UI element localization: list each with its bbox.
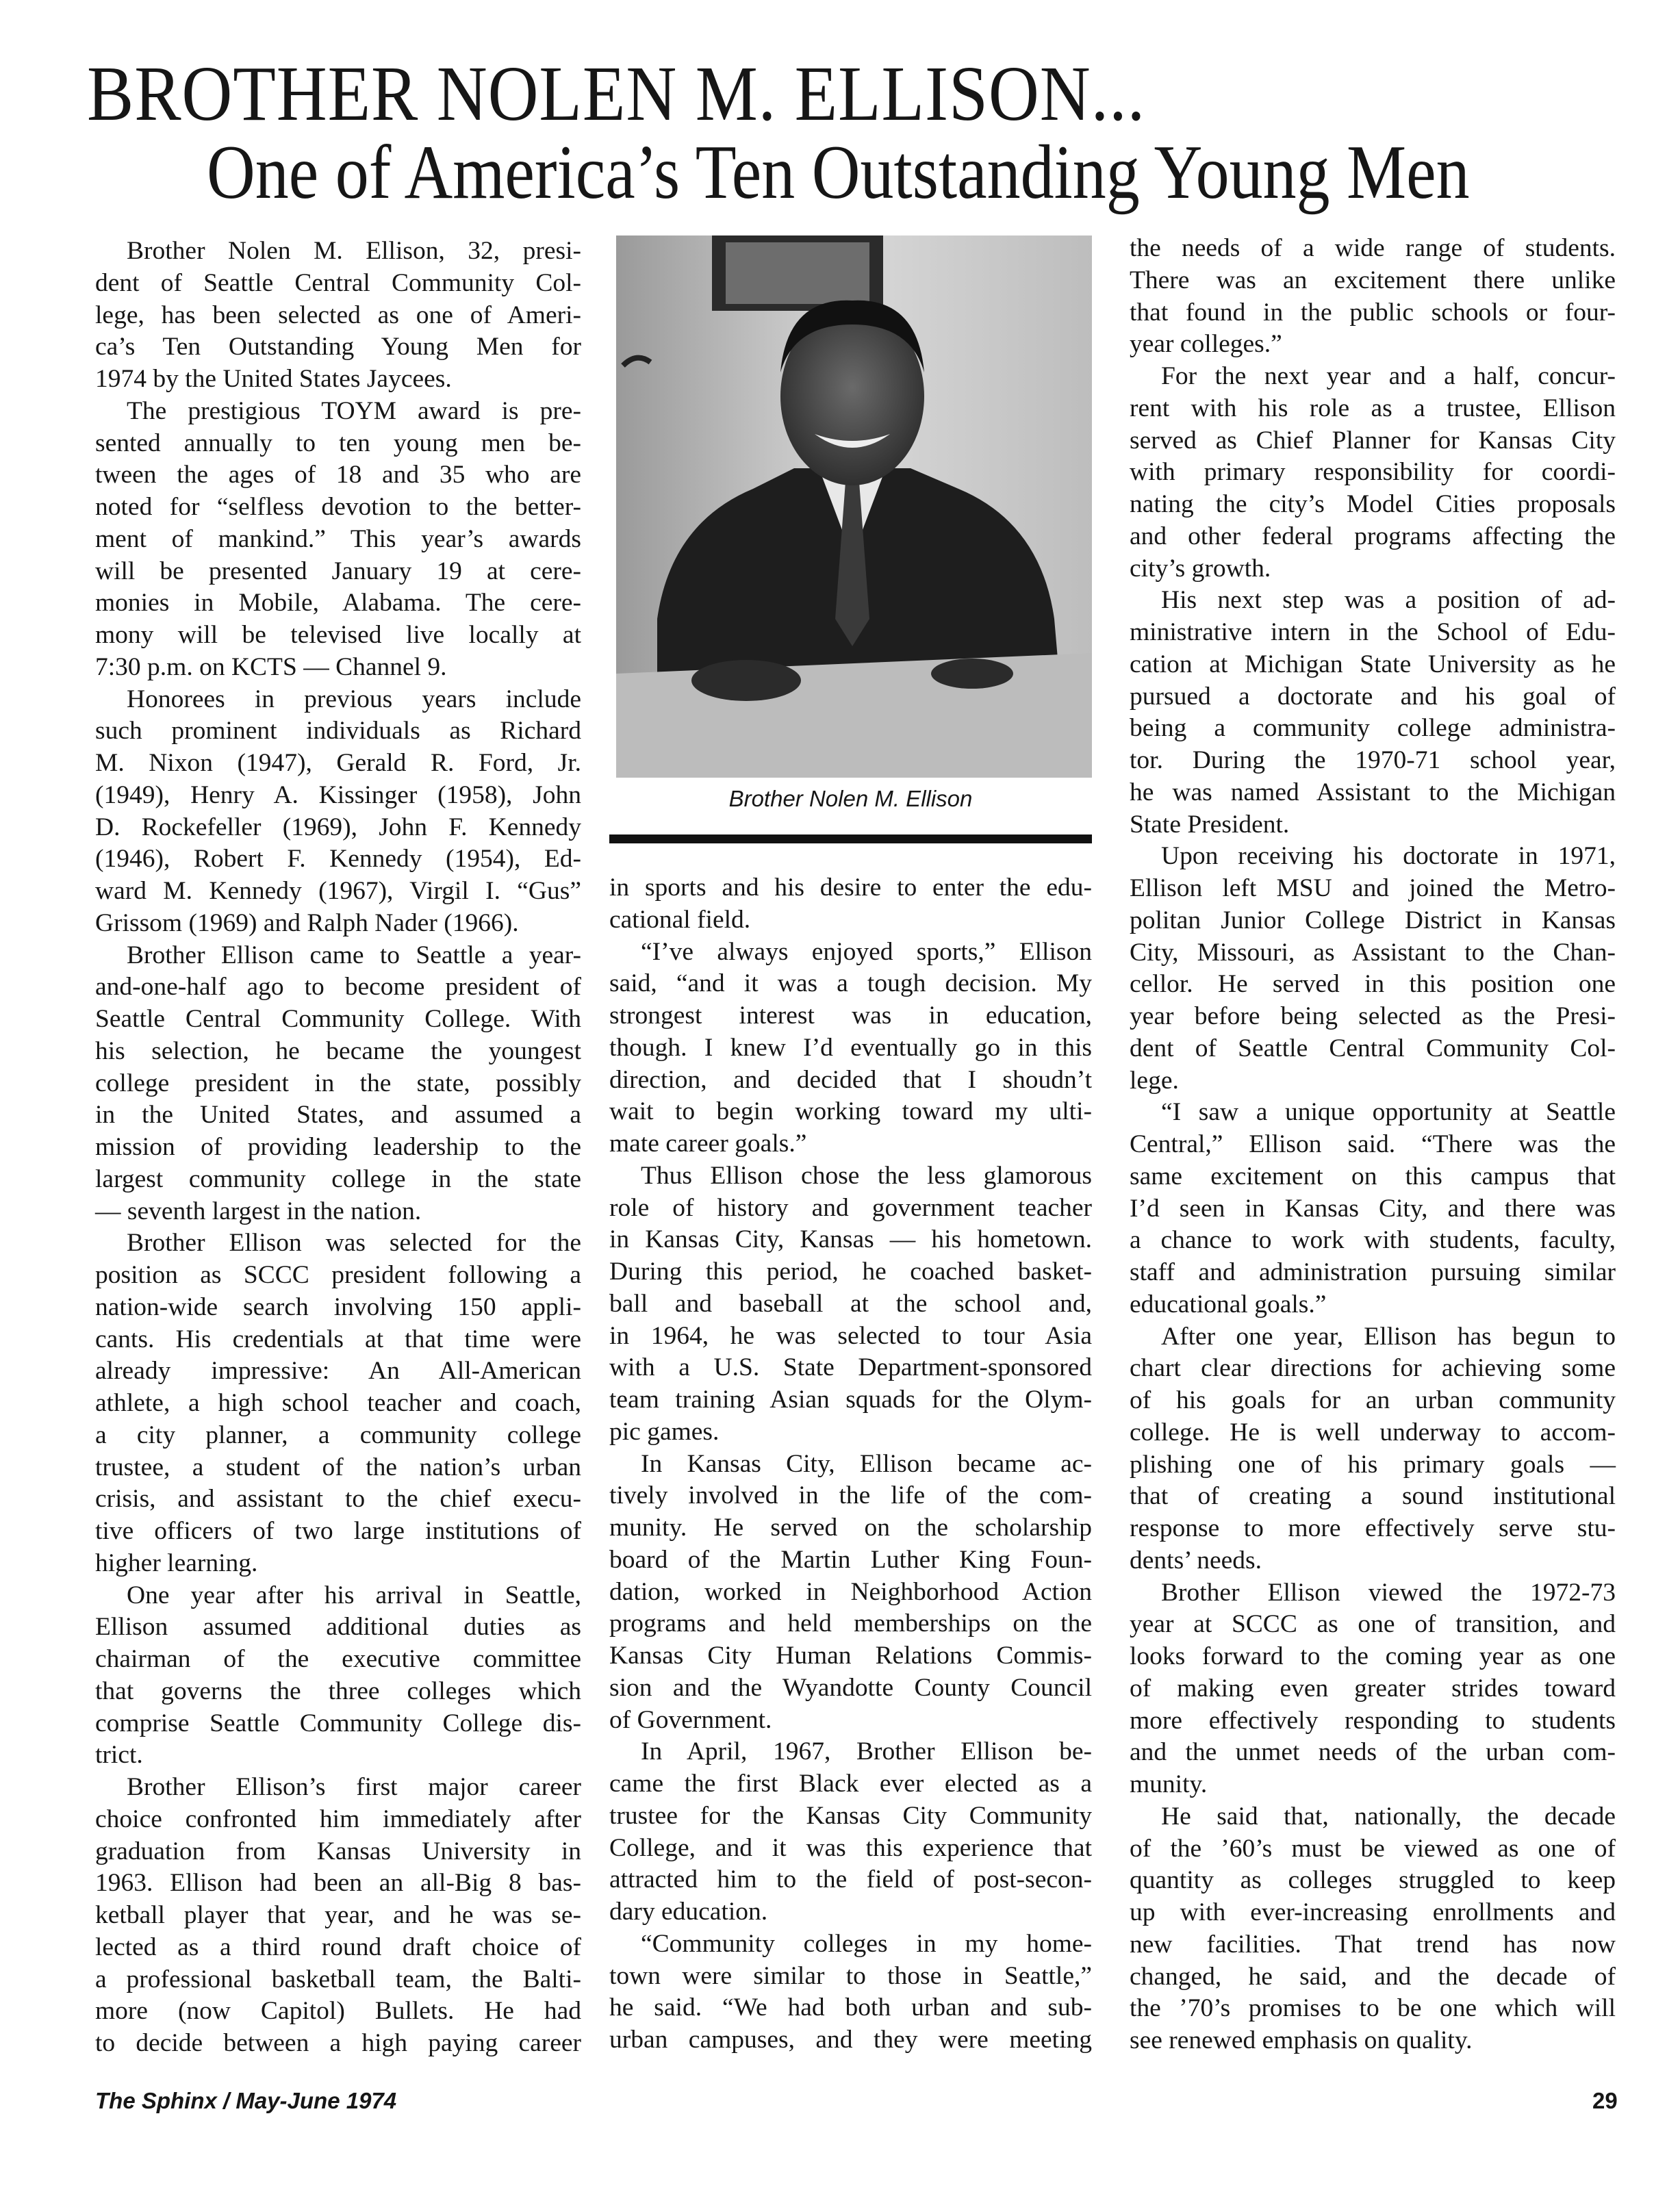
text-line: ment of mankind.” This year’s awards [95, 524, 581, 553]
text-line: graduation from Kansas University in [95, 1837, 581, 1865]
text-line: direction, and decided that I shoudn’t [609, 1065, 1092, 1094]
text-line: of his goals for an urban community [1130, 1386, 1616, 1414]
paragraph [95, 396, 581, 684]
text-line: monies in Mobile, Alabama. The cere- [95, 589, 581, 617]
text-line: trustee, a student of the nation’s urban [95, 1453, 581, 1481]
text-line: “Community colleges in my home- [641, 1929, 1092, 1958]
text-line: mission of providing leadership to the [95, 1133, 581, 1161]
article-column-2 [609, 872, 1092, 2056]
text-line: more (now Capitol) Bullets. He had [95, 1997, 581, 2026]
text-line: position as SCCC president following a [95, 1261, 581, 1289]
text-line: dation, worked in Neighborhood Action [609, 1577, 1092, 1606]
text-line: a city planner, a community college [95, 1420, 581, 1449]
text-line: Upon receiving his doctorate in 1971, [1161, 842, 1616, 871]
hand [691, 660, 801, 701]
text-line: nation-wide search involving 150 appli- [95, 1292, 581, 1321]
text-line: that found in the public schools or four- [1130, 298, 1616, 327]
text-line: I’d seen in Kansas City, and there was [1130, 1194, 1616, 1223]
article-column-3 [1130, 233, 1616, 2057]
paragraph [1130, 1097, 1616, 1321]
text-line: year before being selected as the Presi- [1130, 1002, 1616, 1030]
text-line: team training Asian squads for the Olym- [609, 1386, 1092, 1414]
text-line: dary education. [609, 1898, 768, 1926]
text-line: already impressive: An All-American [95, 1357, 581, 1386]
paragraph [609, 1449, 1092, 1737]
text-line: chart clear directions for achieving some [1130, 1354, 1616, 1383]
text-line: a chance to work with students, faculty, [1130, 1226, 1616, 1255]
text-line: For the next year and a half, concur- [1161, 362, 1616, 390]
text-line: nating the city’s Model Cities proposals [1130, 490, 1616, 518]
text-line: and other federal programs affecting the [1130, 522, 1616, 550]
text-line: pic games. [609, 1417, 720, 1446]
text-line: D. Rockefeller (1969), John F. Kennedy [95, 813, 581, 841]
text-line: Kansas City Human Relations Commis- [609, 1642, 1092, 1670]
text-line: the needs of a wide range of students. [1130, 234, 1616, 262]
text-line: One year after his arrival in Seattle, [127, 1581, 581, 1609]
text-line: higher learning. [95, 1549, 258, 1577]
text-line: that of creating a sound institutional [1130, 1482, 1616, 1511]
text-line: town were similar to those in Seattle,” [609, 1961, 1092, 1990]
text-line: (1946), Robert F. Kennedy (1954), Ed- [95, 845, 581, 874]
text-line: The prestigious TOYM award is pre- [127, 396, 581, 425]
text-line: ward M. Kennedy (1967), Virgil I. “Gus” [95, 877, 581, 905]
text-line: In April, 1967, Brother Ellison be- [641, 1737, 1092, 1766]
text-line: largest community college in the state [95, 1164, 581, 1193]
text-line: changed, he said, and the decade of [1130, 1962, 1616, 1991]
text-line: see renewed emphasis on quality. [1130, 2026, 1473, 2054]
text-line: State President. [1130, 810, 1290, 839]
text-line: in sports and his desire to enter the edu- [609, 874, 1092, 902]
text-line: athlete, a high school teacher and coach, [95, 1389, 581, 1417]
text-line: wait to begin working toward my ulti- [609, 1097, 1092, 1126]
paragraph [1130, 585, 1616, 841]
paragraph [95, 1580, 581, 1772]
text-line: There was an excitement there unlike [1130, 266, 1616, 294]
text-line: After one year, Ellison has begun to [1161, 1322, 1616, 1351]
paragraph [95, 940, 581, 1228]
text-line: His next step was a position of ad- [1161, 586, 1616, 615]
text-line: tive officers of two large institutions of [95, 1517, 581, 1545]
text-line: strongest interest was in education, [609, 1002, 1092, 1030]
text-line: up with ever-increasing enrollments and [1130, 1898, 1616, 1926]
text-line: lected as a third round draft choice of [95, 1933, 581, 1961]
text-line: programs and held memberships on the [609, 1609, 1092, 1638]
paragraph [1130, 841, 1616, 1097]
paragraph [609, 1928, 1092, 2056]
text-line: that governs the three colleges which [95, 1677, 581, 1705]
text-line: cation at Michigan State University as he [1130, 650, 1616, 678]
text-line: mate career goals.” [609, 1130, 807, 1158]
footer-publication: The Sphinx / May-June 1974 [95, 2088, 397, 2113]
text-line: staff and administration pursuing similar [1130, 1258, 1616, 1286]
text-line: Brother Ellison came to Seattle a year- [127, 941, 581, 969]
paragraph [609, 1160, 1092, 1449]
text-line: of the ’60’s must be viewed as one of [1130, 1834, 1616, 1863]
text-line: trict. [95, 1741, 143, 1770]
paragraph [609, 936, 1092, 1160]
text-line: During this period, he coached basket- [609, 1258, 1092, 1286]
text-line: more effectively responding to students [1130, 1706, 1616, 1735]
text-line: of making even greater strides toward [1130, 1674, 1616, 1703]
text-line: came the first Black ever elected as a [609, 1770, 1092, 1798]
text-line: and-one-half ago to become president of [95, 973, 581, 1002]
article-column-1 [95, 235, 581, 2060]
text-line: Ellison left MSU and joined the Metro- [1130, 874, 1616, 902]
text-line: (1949), Henry A. Kissinger (1958), John [95, 780, 581, 809]
paragraph [609, 1736, 1092, 1928]
text-line: said, “and it was a tough decision. My [609, 969, 1092, 998]
text-line: tively involved in the life of the com- [609, 1481, 1092, 1510]
text-line: 7:30 p.m. on KCTS — Channel 9. [95, 652, 447, 681]
text-line: and the unmet needs of the urban com- [1130, 1738, 1616, 1767]
text-line: he was named Assistant to the Michigan [1130, 778, 1616, 806]
text-line: dents’ needs. [1130, 1546, 1262, 1575]
paragraph [95, 1227, 581, 1579]
text-line: City, Missouri, as Assistant to the Chan- [1130, 938, 1616, 967]
paragraph [1130, 361, 1616, 585]
text-line: Brother Ellison was selected for the [127, 1229, 581, 1258]
text-line: College, and it was this experience that [609, 1833, 1092, 1862]
text-line: with primary responsibility for coordi- [1130, 458, 1616, 487]
paragraph [1130, 233, 1616, 361]
text-line: “I’ve always enjoyed sports,” Ellison [641, 937, 1092, 966]
text-line: In Kansas City, Ellison became ac- [641, 1449, 1092, 1478]
text-line: “I saw a unique opportunity at Seattle [1161, 1098, 1616, 1127]
text-line: crisis, and assistant to the chief execu- [95, 1485, 581, 1514]
text-line: to decide between a high paying career [95, 2029, 581, 2057]
text-line: comprise Seattle Community College dis- [95, 1709, 581, 1737]
paragraph [1130, 1321, 1616, 1577]
text-line: his selection, he became the youngest [95, 1036, 581, 1065]
text-line: dent of Seattle Central Community Col- [95, 268, 581, 297]
text-line: cellor. He served in this position one [1130, 970, 1616, 999]
text-line: M. Nixon (1947), Gerald R. Ford, Jr. [95, 749, 581, 777]
desk [616, 653, 1092, 778]
text-line: city’s growth. [1130, 554, 1271, 583]
text-line: educational goals.” [1130, 1290, 1327, 1318]
paragraph [1130, 1577, 1616, 1801]
text-line: being a community college administra- [1130, 714, 1616, 743]
text-line: lege, has been selected as one of Ameri- [95, 301, 581, 329]
text-line: mony will be televised live locally at [95, 621, 581, 649]
text-line: sion and the Wyandotte County Council [609, 1673, 1092, 1702]
text-line: lege. [1130, 1066, 1179, 1095]
text-line: trustee for the Kansas City Community [609, 1801, 1092, 1830]
text-line: he said. “We had both urban and sub- [609, 1993, 1092, 2022]
text-line: of Government. [609, 1705, 772, 1734]
text-line: served as Chief Planner for Kansas City [1130, 426, 1616, 455]
text-line: in the United States, and assumed a [95, 1101, 581, 1130]
text-line: will be presented January 19 at cere- [95, 557, 581, 585]
text-line: urban campuses, and they were meeting [609, 2026, 1092, 2054]
text-line: Brother Ellison’s first major career [127, 1773, 581, 1801]
text-line: Central,” Ellison said. “There was the [1130, 1130, 1616, 1158]
text-line: college president in the state, possibly [95, 1069, 581, 1097]
photo-caption: Brother Nolen M. Ellison [728, 786, 973, 811]
text-line: cants. His credentials at that time were [95, 1325, 581, 1353]
text-line: pursued a doctorate and his goal of [1130, 682, 1616, 711]
text-line: dent of Seattle Central Community Col- [1130, 1034, 1616, 1062]
text-line: ministrative intern in the School of Edu- [1130, 618, 1616, 646]
text-line: tor. During the 1970-71 school year, [1130, 746, 1616, 774]
text-line: Ellison assumed additional duties as [95, 1613, 581, 1642]
paragraph [95, 684, 581, 940]
text-line: board of the Martin Luther King Foun- [609, 1545, 1092, 1574]
text-line: noted for “selfless devotion to the better- [95, 493, 581, 521]
text-line: Honorees in previous years include [127, 685, 581, 713]
text-line: such prominent individuals as Richard [95, 717, 581, 745]
text-line: He said that, nationally, the decade [1161, 1802, 1616, 1831]
paragraph [1130, 1801, 1616, 2057]
divider-rule [609, 834, 1092, 843]
text-line: tween the ages of 18 and 35 who are [95, 461, 581, 489]
paragraph [95, 235, 581, 396]
text-line: in 1964, he was selected to tour Asia [609, 1321, 1092, 1350]
text-line: quantity as colleges struggled to keep [1130, 1866, 1616, 1895]
text-line: sented annually to ten young men be- [95, 429, 581, 457]
text-line: munity. He served on the scholarship [609, 1514, 1092, 1542]
text-line: ketball player that year, and he was se- [95, 1901, 581, 1929]
text-line: response to more effectively serve stu- [1130, 1514, 1616, 1542]
text-line: in Kansas City, Kansas — his hometown. [609, 1225, 1092, 1254]
text-line: Seattle Central Community College. With [95, 1005, 581, 1033]
text-line: choice confronted him immediately after [95, 1805, 581, 1833]
page-number: 29 [1592, 2088, 1618, 2113]
text-line: ca’s Ten Outstanding Young Men for [95, 333, 581, 361]
text-line: a professional basketball team, the Balti- [95, 1965, 581, 1993]
text-line: plishing one of his primary goals — [1130, 1450, 1616, 1479]
text-line: Brother Ellison viewed the 1972-73 [1161, 1578, 1616, 1607]
text-line: cational field. [609, 905, 751, 934]
text-line: — seventh largest in the nation. [95, 1197, 422, 1225]
text-line: rent with his role as a trustee, Ellison [1130, 394, 1616, 422]
text-line: chairman of the executive committee [95, 1645, 581, 1673]
headline: BROTHER NOLEN M. ELLISON... [87, 50, 1146, 137]
text-line: 1963. Ellison had been an all-Big 8 bas- [95, 1869, 581, 1898]
text-line: looks forward to the coming year as one [1130, 1642, 1616, 1670]
text-line: munity. [1130, 1770, 1208, 1798]
text-line: new facilities. That trend has now [1130, 1930, 1616, 1959]
subheadline: One of America’s Ten Outstanding Young Men [207, 130, 1470, 215]
text-line: attracted him to the field of post-secon- [609, 1865, 1092, 1894]
text-line: Grissom (1969) and Ralph Nader (1966). [95, 908, 519, 937]
text-line: year at SCCC as one of transition, and [1130, 1610, 1616, 1639]
text-line: 1974 by the United States Jaycees. [95, 365, 452, 393]
text-line: politan Junior College District in Kansas [1130, 906, 1616, 934]
portrait-photo [616, 235, 1092, 778]
text-line: same excitement on this campus that [1130, 1162, 1616, 1190]
paragraph [95, 1772, 581, 2060]
text-line: with a U.S. State Department-sponsored [609, 1353, 1092, 1382]
text-line: Thus Ellison chose the less glamorous [641, 1161, 1092, 1190]
paragraph [609, 872, 1092, 936]
text-line: the ’70’s promises to be one which will [1130, 1994, 1616, 2023]
text-line: role of history and government teacher [609, 1193, 1092, 1222]
text-line: college. He is well underway to accom- [1130, 1418, 1616, 1447]
text-line: year colleges.” [1130, 330, 1282, 359]
text-line: Brother Nolen M. Ellison, 32, presi- [127, 237, 581, 265]
text-line: ball and baseball at the school and, [609, 1289, 1092, 1318]
text-line: though. I knew I’d eventually go in this [609, 1033, 1092, 1062]
